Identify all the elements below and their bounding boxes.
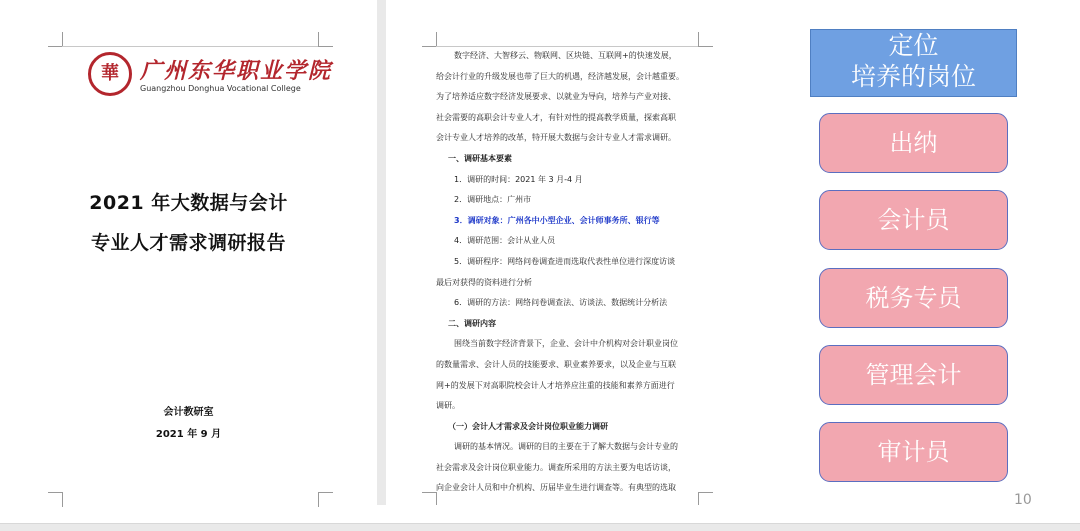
body-text-line: 3．调研对象：广州各中小型企业、会计师事务所、银行等 [454, 215, 660, 225]
crop-mark [698, 32, 713, 47]
crop-mark [48, 32, 63, 47]
position-item-auditor: 审计员 [819, 422, 1008, 482]
position-item-management-accountant: 管理会计 [819, 345, 1008, 405]
body-text-line: 调研。 [436, 401, 460, 411]
body-text-line: 围绕当前数字经济背景下，企业、会计中介机构对会计职业岗位 [454, 339, 678, 349]
crop-mark [422, 492, 437, 505]
body-text-line: 社会需求及会计岗位职业能力。调查所采用的方法主要为电话访谈， [436, 462, 676, 472]
report-date: 2021 年 9 月 [155, 429, 222, 440]
header-line1: 定位 [888, 31, 939, 60]
body-text-line: 4．调研范围：会计从业人员 [454, 236, 556, 246]
crop-mark [318, 32, 333, 47]
page-gutter [377, 0, 386, 505]
body-text [436, 46, 726, 499]
body-text-line: 数字经济、大智移云、物联网、区块链、互联网+的快速发展， [454, 51, 677, 60]
slide-page-number: 10 [1014, 492, 1032, 508]
report-body-page [386, 0, 746, 505]
report-cover-page [0, 0, 378, 505]
report-title-line2: 专业人才需求调研报告 [90, 232, 286, 254]
body-text-line: 网+的发展下对高职院校会计人才培养应注重的技能和素养方面进行 [436, 380, 675, 390]
body-text-line: 1．调研的时间：2021 年 3 月-4 月 [454, 174, 583, 184]
body-text-line: 5．调研程序：网络问卷调查进而选取代表性单位进行深度访谈 [454, 256, 676, 266]
crop-mark [318, 492, 333, 507]
college-name-en: Guangzhou Donghua Vocational College [140, 84, 301, 93]
position-item-cashier: 出纳 [819, 113, 1008, 173]
position-item-tax-specialist: 税务专员 [819, 268, 1008, 328]
positioning-header [810, 29, 1017, 97]
body-text-line: 2．调研地点：广州市 [454, 195, 532, 205]
body-text-line: 向企业会计人员和中介机构、历届毕业生进行调查等。有典型的选取 [436, 483, 676, 493]
crop-mark [422, 32, 437, 47]
body-text-line: 给会计行业的升级发展也带了巨大的机遇，经济越发展，会计越重要。 [436, 71, 684, 81]
report-title-line1: 2021 年大数据与会计 [89, 192, 288, 214]
position-item-accountant: 会计员 [819, 190, 1008, 250]
body-text-line: 的数量需求、会计人员的技能要求、职业素养要求，以及企业与互联 [436, 359, 676, 369]
college-logo [88, 52, 333, 104]
body-text-line: 6．调研的方法：网络问卷调查法、访谈法、数据统计分析法 [454, 298, 668, 308]
body-text-line: 调研的基本情况。调研的目的主要在于了解大数据与会计专业的 [454, 442, 678, 452]
body-text-line: 最后对获得的资料进行分析 [436, 277, 532, 287]
header-rule [62, 46, 318, 47]
body-text-line: 一、调研基本要素 [448, 153, 512, 163]
body-text-line: 会计专业人才培养的改革，特开展大数据与会计专业人才需求调研。 [436, 133, 676, 143]
college-name-cn: 广州东华职业学院 [140, 58, 333, 84]
body-text-line: 二、调研内容 [448, 318, 496, 328]
report-author: 会计教研室 [163, 407, 214, 418]
body-text-line: （一）会计人才需求及会计岗位职业能力调研 [448, 421, 608, 431]
crop-mark [48, 492, 63, 507]
header-line2: 培养的岗位 [850, 62, 976, 91]
college-seal-icon: 華 [88, 52, 132, 96]
body-text-line: 社会需要的高职会计专业人才，有针对性的提高教学质量，探索高职 [436, 112, 676, 122]
body-text-line: 为了培养适应数字经济发展要求、以就业为导向，培养与产业对接、 [436, 92, 676, 102]
